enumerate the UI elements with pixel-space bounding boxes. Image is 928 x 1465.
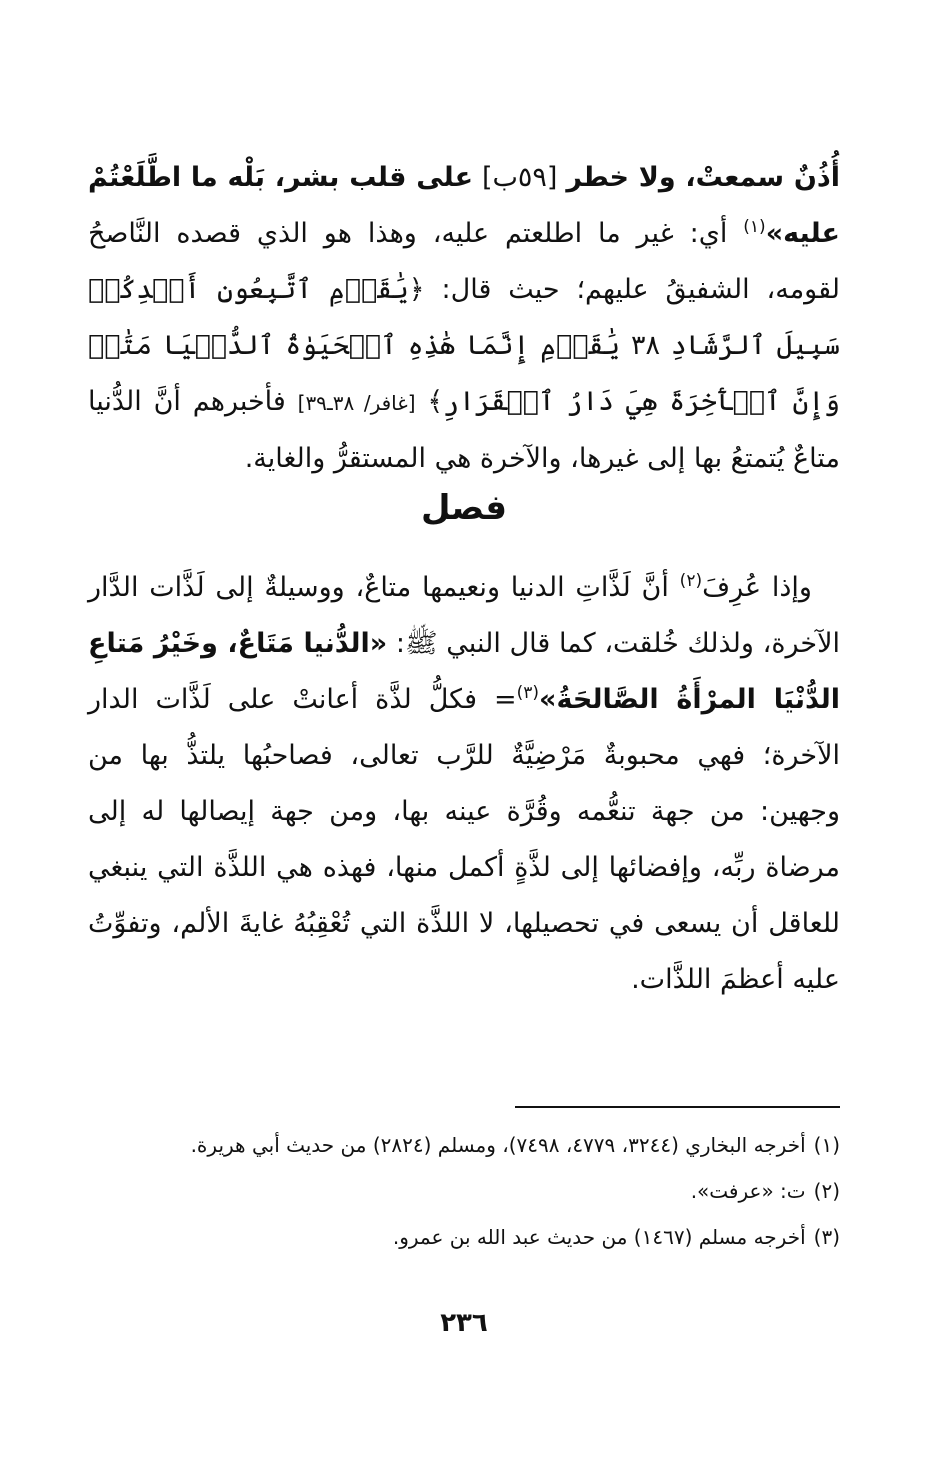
para2-text-1: أنَّ لَذَّاتِ الدنيا ونعيمها متاعٌ، ووسيلةٌ إلى لَذَّات الدَّار الآخرة، ولذلك خُلقت، كما قال النبي ﷺ: [88, 572, 840, 659]
footnote-divider [515, 1106, 840, 1108]
page-number: ٢٣٦ [440, 1308, 488, 1338]
paragraph-1 [88, 150, 840, 487]
para1-text-before-quran: أي: غير ما اطلعتم عليه، وهذا هو الذي قصده النَّاصحُ لقومه، الشفيقُ عليهم؛ حيث قال: [88, 218, 840, 305]
footnote-text: أخرجه البخاري (٣٢٤٤، ٤٧٧٩، ٧٤٩٨)، ومسلم (٢٨٢٤) من حديث أبي هريرة. [190, 1133, 806, 1157]
para2-text-2: = فكلُّ لذَّة أعانتْ على لَذَّات الدار الآخرة؛ فهي محبوبةٌ مَرْضِيَّةٌ للرَّب تعالى، فصاحبُها يلتذُّ بها من وجهين: من جهة تنعُّمه وقُرَّة عينه بها، ومن جهة إيصالها له إلى مرضاة ربِّه، وإفضائها إلى لذَّةٍ أكمل منها، فهذه هي اللذَّة التي ينبغي للعاقل أن يسعى في تحصيلها، لا اللذَّة التي تُعْقِبُهُ غايةَ الألم، وتفوِّتُ عليه أعظمَ اللذَّات. [88, 684, 840, 995]
hadith-quote: «الدُّنيا مَتَاعٌ، وخَيْرُ مَتاعِ الدُّنْيَا المرْأَةُ الصَّالحَةُ» [88, 628, 841, 715]
quran-verse: ﴿يَٰقَوۡمِ ٱتَّبِعُونِ أَهۡدِكُمۡ سَبِيلَ ٱلرَّشَادِ ٣٨ يَٰقَوۡمِ إِنَّمَا هَٰذِهِ ٱلۡحَيَوٰةُ ٱلدُّنۡيَا مَتَٰعٞ وَإِنَّ ٱلۡأٓخِرَةَ هِيَ دَارُ ٱلۡقَرَارِ﴾ [88, 274, 840, 417]
footnote-ref-1[interactable]: (١) [743, 217, 766, 237]
footnote-text: ت: «عرفت». [690, 1179, 806, 1203]
para1-opening-bold: أُذُنٌ سمعتْ، ولا خطر [566, 162, 840, 193]
quran-reference: [غافر/ ٣٨ـ٣٩] [297, 391, 416, 415]
footnote-ref-3[interactable]: (٣) [516, 683, 540, 703]
footnote-text: أخرجه مسلم (١٤٦٧) من حديث عبد الله بن عمرو. [392, 1225, 806, 1249]
footnote-number: (٢) [813, 1179, 840, 1203]
footnote-ref-2[interactable]: (٢) [679, 571, 703, 591]
footnote-number: (٣) [813, 1225, 840, 1249]
footnote-3 [88, 1214, 840, 1260]
footnote-1 [88, 1122, 840, 1168]
footnote-2 [88, 1168, 840, 1214]
paragraph-2 [88, 560, 840, 1008]
footnotes [88, 1122, 840, 1260]
para1-text-after-quran: فأخبرهم أنَّ الدُّنيا متاعٌ يُتمتعُ بها إلى غيرها، والآخرة هي المستقرُّ والغاية. [88, 386, 840, 474]
footnote-number: (١) [813, 1133, 840, 1157]
para1-folio-marker: [٥٩ب] [481, 162, 558, 193]
para1-bold-continuation: على قلب بشر، بَلْه ما اطَّلَعْتُمْ عليه» [88, 162, 840, 249]
para2-text-opening: وإذا عُرِفَ [702, 572, 812, 603]
section-heading: فصل [420, 488, 508, 528]
